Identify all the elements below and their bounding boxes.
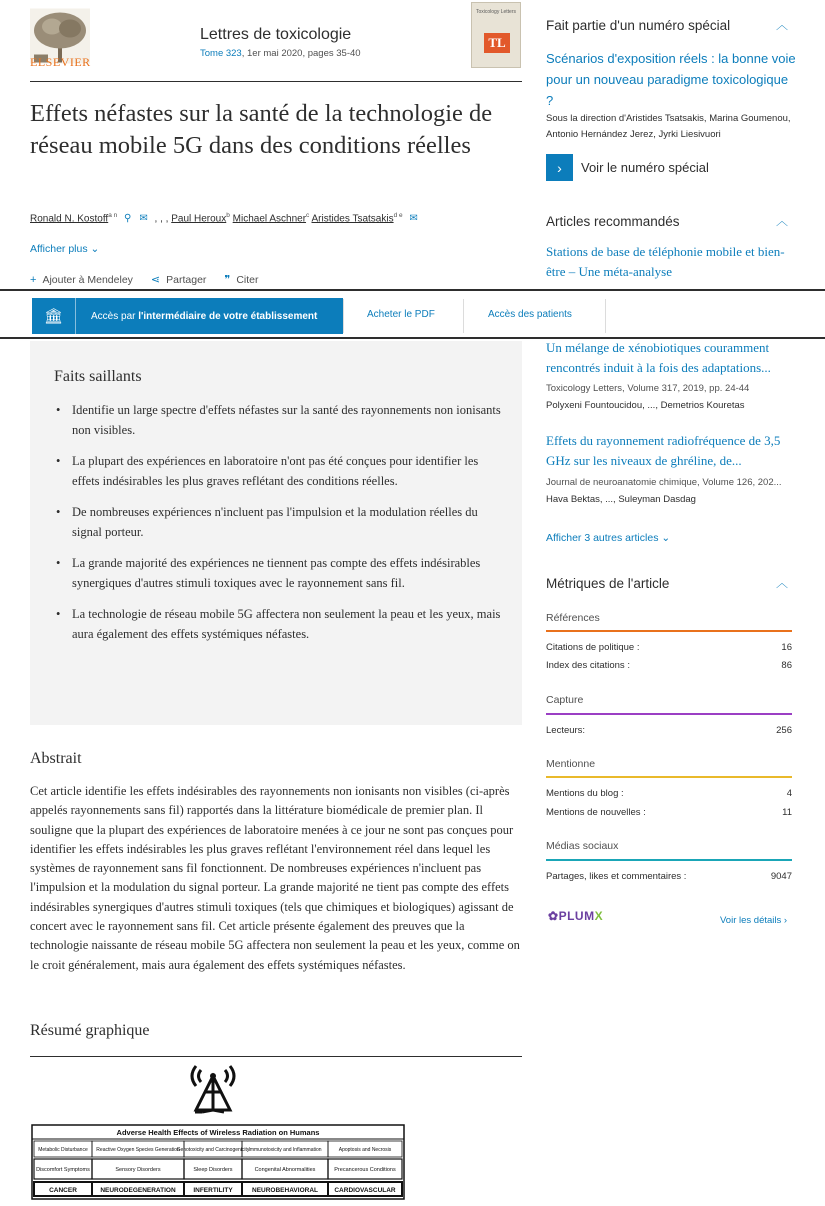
list-item: • Identifie un large spectre d'effets néfastes sur la santé des rayonnements non ionisants non visibles. (54, 401, 504, 440)
journal-issue (200, 48, 361, 59)
list-item: • La grande majorité des expériences ne tiennent pas compte des effets indésirables synergiques d'autres stimuli toxiques avec le rayonnement sans fil. (54, 554, 504, 593)
recommended-article-source: Toxicology Letters, Volume 317, 2019, pp. 24-44 (546, 383, 750, 394)
show-more-toggle[interactable] (30, 243, 99, 255)
author-aschner[interactable]: Michael Aschner (232, 213, 307, 225)
effect-cell: Sensory Disorders (115, 1167, 161, 1173)
plumx-x: X (594, 909, 604, 923)
person-icon[interactable]: ⚲ (124, 213, 132, 225)
share-button[interactable] (151, 273, 207, 286)
chevron-up-icon[interactable]: ︿ (776, 18, 789, 32)
metric-value: 16 (781, 642, 792, 653)
list-item: • La plupart des expériences en laboratoire n'ont pas été conçues pour identifier les effets indésirables les plus graves reflétant des conditions réelles. (54, 452, 504, 491)
highlights-list (54, 401, 504, 656)
institution-icon: 🏛 (32, 298, 76, 334)
share-label: Partager (166, 273, 207, 286)
outcome-cell: CARDIOVASCULAR (334, 1187, 396, 1194)
author-affiliation: c (306, 212, 310, 219)
divider (30, 1056, 522, 1057)
effect-cell: Sleep Disorders (193, 1167, 233, 1173)
metric-value: 86 (781, 660, 792, 671)
recommended-article-authors: Polyxeni Fountoucidou, ..., Demetrios Kouretas (546, 400, 745, 411)
author-tsatsakis[interactable]: Aristides Tsatsakis (311, 213, 394, 225)
metric-label: Lecteurs: (546, 725, 586, 736)
buy-pdf-link[interactable]: Acheter le PDF (367, 309, 435, 320)
recommended-heading: Articles recommandés (546, 214, 680, 229)
author-affiliation: d e (393, 212, 403, 219)
metric-divider (546, 713, 792, 715)
chevron-down-icon: ⌄ (90, 243, 100, 255)
author-ellipsis: , , , (154, 213, 169, 225)
metric-category-capture: Capture (546, 694, 584, 706)
quote-icon: ❞ (224, 274, 231, 286)
add-to-mendeley-button[interactable] (30, 273, 133, 286)
effect-cell: Genotoxicity and Carcinogenicity (176, 1147, 250, 1153)
metric-row (546, 788, 792, 799)
list-item: • La technologie de réseau mobile 5G affectera non seulement la peau et les yeux, mais aura également des effets systémiques néfastes. (54, 605, 504, 644)
recommended-article-link[interactable]: Stations de base de téléphonie mobile et bien-être – Une méta-analyse (546, 244, 785, 279)
highlights-panel (30, 341, 522, 725)
outcome-cell: NEURODEGENERATION (100, 1187, 176, 1194)
metric-label: Index des citations : (546, 660, 630, 671)
metric-divider (546, 630, 792, 632)
highlights-title: Faits saillants (54, 368, 142, 385)
plumx-wordmark: PLUM (558, 909, 595, 923)
abstract-title: Abstrait (30, 750, 82, 767)
article-title: Effets néfastes sur la santé de la technologie de réseau mobile 5G dans des conditions réelles (30, 100, 493, 159)
chevron-right-icon: › (783, 915, 788, 926)
journal-cover-thumbnail[interactable] (471, 2, 521, 68)
journal-name[interactable]: Lettres de toxicologie (200, 26, 352, 43)
metric-divider (546, 776, 792, 778)
effect-cell: Metabolic Disturbance (38, 1147, 88, 1153)
metric-divider (546, 859, 792, 861)
effect-cell: Apoptosis and Necrosis (338, 1147, 392, 1153)
article-actions (30, 273, 259, 286)
metric-value: 11 (782, 807, 792, 818)
volume-link[interactable]: Tome 323 (200, 48, 242, 59)
plumx-mark-icon: ✿ (548, 909, 559, 923)
author-affiliation: b (226, 212, 230, 219)
issue-details: , 1er mai 2020, pages 35-40 (241, 48, 361, 59)
chevron-down-icon: ⌄ (661, 532, 671, 544)
metric-row (546, 660, 792, 671)
metric-category-social: Médias sociaux (546, 840, 619, 852)
antenna-tower-icon (192, 1066, 234, 1112)
mendeley-label: Ajouter à Mendeley (42, 273, 133, 286)
cite-label: Citer (236, 273, 259, 286)
recommended-article-link[interactable]: Effets du rayonnement radiofréquence de 3,5 GHz sur les niveaux de ghréline, de... (546, 433, 781, 468)
outcome-cell: INFERTILITY (193, 1187, 233, 1194)
author-list (30, 212, 530, 224)
show-more-articles-toggle[interactable] (546, 532, 670, 544)
patient-access-link[interactable]: Accès des patients (488, 309, 572, 320)
institutional-access-button[interactable] (32, 298, 343, 334)
metric-value: 9047 (770, 871, 792, 882)
author-heroux[interactable]: Paul Heroux (171, 213, 227, 225)
metric-label: Mentions du blog : (546, 788, 624, 799)
effect-cell: Precancerous Conditions (334, 1167, 396, 1173)
special-issue-editors: Sous la direction d'Aristides Tsatsakis, Marina Goumenou, Antonio Hernández Jerez, Jyrki Liesivuori (546, 113, 791, 140)
metric-value: 256 (776, 725, 792, 736)
effect-cell: Immunotoxicity and Inflammation (248, 1147, 322, 1153)
metric-label: Partages, likes et commentaires : (546, 871, 687, 882)
metric-row (546, 642, 792, 653)
view-special-issue-label: Voir le numéro spécial (581, 160, 709, 175)
table-title: Adverse Health Effects of Wireless Radiation on Humans (116, 1128, 320, 1137)
view-special-issue-button[interactable] (546, 154, 709, 181)
institutional-access-label (76, 311, 317, 322)
cover-title: Toxicology Letters (475, 9, 517, 15)
metric-label: Citations de politique : (546, 642, 640, 653)
metric-value: 4 (786, 788, 792, 799)
chevron-right-icon: › (546, 154, 573, 181)
effect-cell: Discomfort Symptoms (36, 1167, 90, 1173)
divider (343, 299, 344, 333)
metric-label: Mentions de nouvelles : (546, 807, 646, 818)
effect-cell: Congenital Abnormalities (254, 1167, 316, 1173)
cover-abbreviation: TL (484, 33, 510, 53)
cite-button[interactable] (224, 273, 258, 286)
graphical-abstract-image[interactable] (30, 1062, 410, 1202)
metric-row (546, 725, 792, 736)
metric-category-references: Références (546, 612, 600, 624)
effect-cell: Reactive Oxygen Species Generation (96, 1147, 180, 1153)
outcome-cell: NEUROBEHAVIORAL (252, 1187, 318, 1194)
chevron-up-icon[interactable]: ︿ (776, 214, 789, 228)
author-kostoff[interactable]: Ronald N. Kostoff (30, 213, 109, 225)
view-details-link[interactable] (720, 915, 787, 926)
metrics-heading: Métriques de l'article (546, 576, 670, 591)
share-icon: ⋖ (150, 274, 161, 286)
chevron-up-icon[interactable]: ︿ (776, 576, 789, 590)
view-details-label: Voir les détails (720, 915, 782, 926)
abstract-text: Cet article identifie les effets indésirables des rayonnements non ionisants non visibles (ci-après appelés rayonnements sans fil) rapportés dans la littérature biomédicale de premier plan. Il souligne que la plupart des expériences de laboratoire menées à ce jour ne sont pas conçues pour identifier les effets indésirables les plus graves reflétant l'environnement réel dans lequel les systèmes de rayonnement sans fil fonctionnent. De nombreuses expériences n'incluent pas l'impulsion et la modulation du signal porteur. La grande majorité ne tient pas compte des effets indésirables synergiques d'autres stimuli toxiques (tels que chimiques et biologiques) agissant de concert avec le rayonnement sans fil. Cet article présente également des preuves que la technologie naissante de réseau mobile 5G affectera non seulement la peau et les yeux, comme on le croit généralement, mais aura également des effets systémiques néfastes. (30, 784, 520, 972)
journal-header (30, 0, 522, 82)
special-issue-link[interactable]: Scénarios d'exposition réels : la bonne voie pour un nouveau paradigme toxicologique ? (546, 51, 796, 108)
elsevier-wordmark: ELSEVIER (30, 55, 91, 69)
email-icon[interactable]: ✉ (409, 213, 418, 225)
recommended-article-source: Journal de neuroanatomie chimique, Volume 126, 202... (546, 477, 782, 488)
plumx-logo[interactable] (548, 909, 603, 923)
access-bar (0, 289, 825, 339)
outcome-cell: CANCER (49, 1187, 77, 1194)
access-bold: l'intermédiaire de votre établissement (138, 310, 318, 322)
email-icon[interactable]: ✉ (139, 213, 148, 225)
recommended-article-authors: Hava Bektas, ..., Suleyman Dasdag (546, 494, 696, 505)
metric-row (546, 807, 792, 818)
list-item: • De nombreuses expériences n'incluent pas l'impulsion et la modulation réelles du signal porteur. (54, 503, 504, 542)
divider (463, 299, 464, 333)
access-prefix: Accès par (91, 310, 139, 322)
metric-row (546, 871, 792, 882)
graphical-abstract-title: Résumé graphique (30, 1022, 150, 1039)
show-more-label: Afficher plus (30, 243, 88, 255)
metric-category-mentions: Mentionne (546, 758, 596, 770)
plus-icon: + (30, 273, 37, 286)
more-articles-label: Afficher 3 autres articles (546, 532, 659, 544)
recommended-article-link[interactable]: Un mélange de xénobiotiques couramment rencontrés induit à la fois des adaptations... (546, 340, 771, 375)
divider (605, 299, 606, 333)
author-affiliation: a n (108, 212, 118, 219)
special-issue-heading: Fait partie d'un numéro spécial (546, 18, 731, 33)
